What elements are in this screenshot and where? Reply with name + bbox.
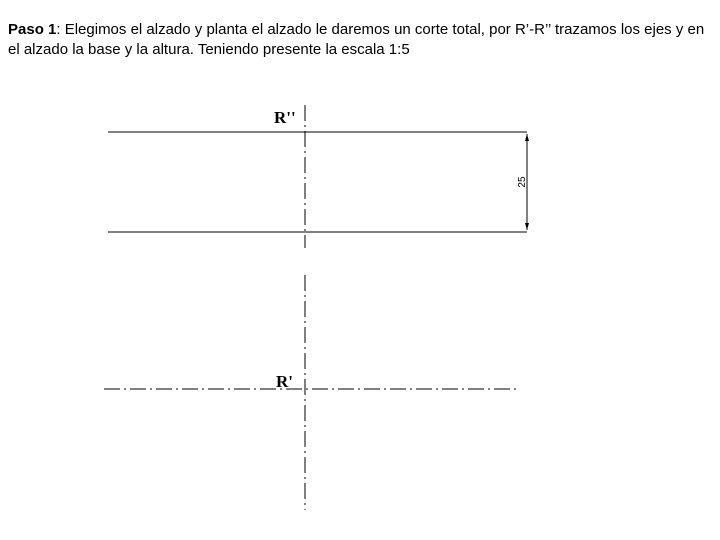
- step-description: : Elegimos el alzado y planta el alzado le daremos un corte total, por R’-R’’ trazamos los ejes y en el alzado la base y la altura. Teniendo presente la escala 1:5: [8, 21, 705, 58]
- dimension-arrow-top: [525, 134, 529, 141]
- label-alzado: R'': [274, 108, 296, 127]
- elevation-view: [108, 105, 527, 248]
- label-planta: R': [276, 372, 293, 391]
- step-label: Paso 1: [8, 21, 57, 38]
- plan-view: [104, 275, 518, 510]
- dimension-arrow-bottom: [525, 223, 529, 230]
- dimension-label: 25: [517, 176, 528, 188]
